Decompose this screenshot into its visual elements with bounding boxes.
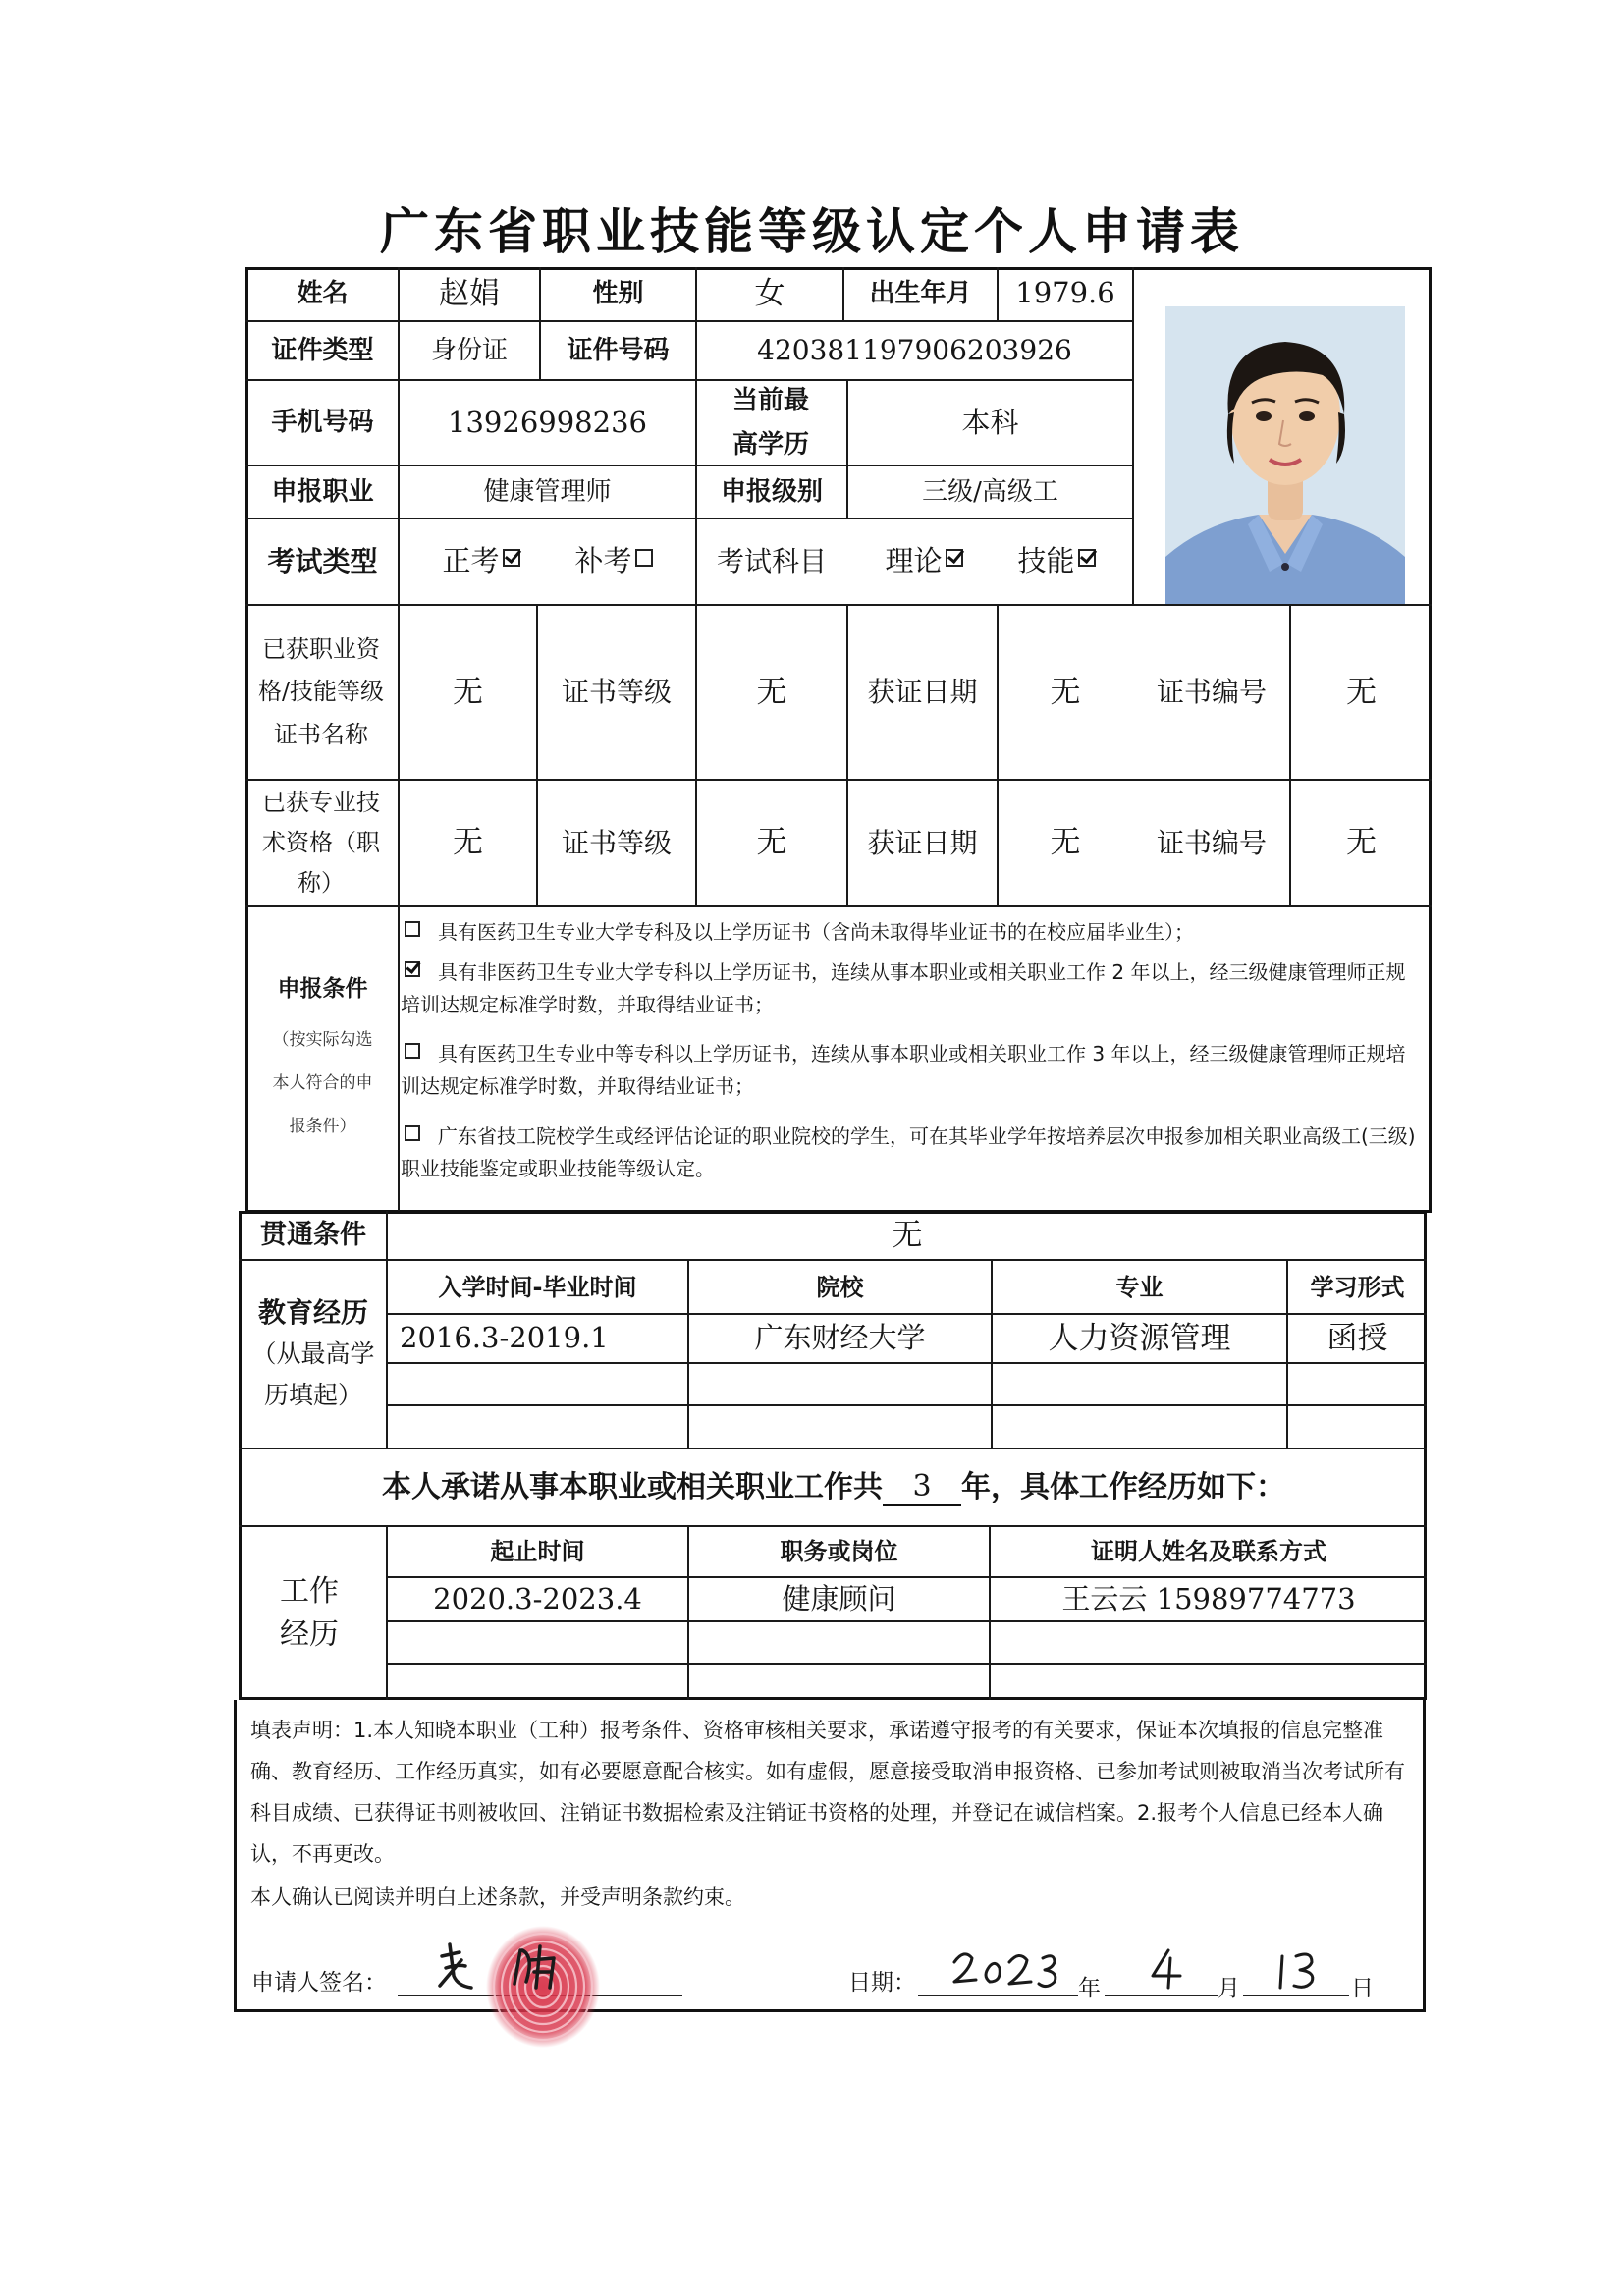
phone-label: 手机号码 (271, 408, 374, 437)
exam-subject-skill-label: 技能 (1017, 544, 1075, 578)
year-strokes (950, 1944, 1078, 1995)
work-row-2-position[interactable] (689, 1622, 989, 1663)
work-row-3-period[interactable] (388, 1665, 687, 1700)
cert-title-no[interactable]: 无 (1346, 825, 1377, 861)
edu-row-3-period[interactable] (388, 1406, 687, 1448)
work-header-position: 职务或岗位 (780, 1538, 898, 1565)
exam-type-label: 考试类型 (267, 545, 378, 577)
edu-row-2-major[interactable] (993, 1364, 1286, 1404)
declaration-confirm: 本人确认已阅读并明白上述条款，并受声明条款约束。 (250, 1886, 745, 1909)
work-header-reference: 证明人姓名及联系方式 (1091, 1538, 1326, 1565)
portrait-image (1165, 306, 1405, 604)
exam-type-makeup[interactable] (575, 540, 653, 583)
level-value[interactable]: 三级/高级工 (922, 476, 1058, 507)
edu-row-1-period[interactable]: 2016.3-2019.1 (400, 1321, 609, 1355)
exam-subject-options (848, 519, 1132, 604)
condition-1-text: 具有医药卫生专业大学专科及以上学历证书（含尚未取得毕业证书的在校应届毕业生）； (438, 920, 1194, 944)
name-label: 姓名 (297, 278, 349, 308)
work-row-1-period[interactable]: 2020.3-2023.4 (433, 1581, 642, 1615)
month-unit: 月 (1218, 1976, 1240, 2001)
condition-3-text: 具有医药卫生专业中等专科以上学历证书，连续从事本职业或相关职业工作 3 年以上，经三级健康管理师正规培训达规定标准学时数，并取得结业证书； (401, 1042, 1406, 1098)
cert-qualification-grade-label: 证书等级 (561, 676, 672, 708)
exam-subject-theory-label: 理论 (885, 544, 943, 578)
id-type-value[interactable]: 身份证 (430, 335, 508, 365)
signature-label: 申请人签名： (251, 1970, 387, 1995)
condition-item-3[interactable] (401, 1038, 1422, 1103)
cert-title-date-label: 获证日期 (867, 826, 978, 859)
work-label: 工作经历 (280, 1574, 339, 1652)
education-sublabel: （从最高学历填起） (251, 1339, 375, 1409)
condition-2-checkbox[interactable] (405, 961, 420, 977)
conditions-label: 申报条件 (277, 976, 368, 1003)
birth-label: 出生年月 (869, 278, 972, 308)
declaration-text: 填表声明：1.本人知晓本职业（工种）报考条件、资格审核相关要求，承诺遵守报考的有关要求，保证本次填报的信息完整准确、教育经历、工作经历真实，如有必要愿意配合核实。如有虚假，愿意接受取消申报资格、已参加考试则被取消当次考试所有科目成绩、已获得证书则被收回、注销证书数据检索及注销证书资格的处理，并登记在诚信档案。2.报考个人信息已经本人确认，不再更改。 (250, 1719, 1405, 1866)
gender-value[interactable]: 女 (754, 275, 785, 311)
work-row-2-period[interactable] (388, 1622, 687, 1663)
exam-type-regular-checkbox[interactable] (503, 549, 520, 567)
date-label: 日期： (848, 1970, 916, 1995)
cert-qualification-date[interactable]: 无 (1050, 674, 1081, 710)
condition-4-text: 广东省技工院校学生或经评估论证的职业院校的学生，可在其毕业学年按培养层次申报参加相关职业高级工(三级)职业技能鉴定或职业技能等级认定。 (401, 1124, 1416, 1180)
cert-title-grade[interactable]: 无 (756, 825, 787, 861)
work-header-period: 起止时间 (490, 1538, 585, 1565)
exam-subject-theory-checkbox[interactable] (946, 549, 963, 567)
edu-row-1-mode[interactable]: 函授 (1326, 1320, 1388, 1356)
education-level-label: 当前最高学历 (731, 386, 809, 460)
name-value[interactable]: 赵娟 (439, 275, 500, 311)
year-unit: 年 (1078, 1976, 1101, 2001)
cert-qualification-label: 已获职业资格/技能等级证书名称 (257, 635, 385, 748)
edu-row-3-major[interactable] (993, 1406, 1286, 1448)
date-month-handwritten (1147, 1946, 1186, 1994)
edu-row-1-major[interactable]: 人力资源管理 (1048, 1320, 1231, 1356)
day-underline (1243, 1995, 1349, 1996)
conditions-label-block (247, 907, 398, 1213)
education-level-value[interactable]: 本科 (961, 405, 1019, 439)
exam-type-regular-label: 正考 (442, 544, 500, 578)
cert-qualification-date-label: 获证日期 (867, 676, 978, 708)
cert-title-no-label: 证书编号 (1156, 826, 1267, 859)
education-label-block (241, 1261, 386, 1448)
edu-row-3-mode[interactable] (1288, 1406, 1427, 1448)
handwritten-signature (432, 1937, 589, 1995)
id-type-label: 证件类型 (271, 335, 374, 365)
exam-type-makeup-option[interactable] (400, 519, 695, 604)
signature-strokes (432, 1937, 589, 1995)
edu-header-major: 专业 (1115, 1273, 1164, 1301)
edu-row-2-mode[interactable] (1288, 1364, 1427, 1404)
cert-qualification-no-label: 证书编号 (1156, 676, 1267, 708)
edu-row-2-period[interactable] (388, 1364, 687, 1404)
condition-item-1[interactable] (401, 916, 1422, 949)
exam-subject-skill[interactable] (1018, 540, 1096, 583)
cert-title-date[interactable]: 无 (1050, 825, 1081, 861)
edu-header-period: 入学时间-毕业时间 (438, 1273, 637, 1301)
condition-item-2[interactable] (401, 957, 1422, 1021)
work-row-3-reference[interactable] (991, 1665, 1427, 1700)
condition-4-checkbox[interactable] (405, 1125, 420, 1141)
conditions-hint: （按实际勾选本人符合的申报条件） (272, 1029, 373, 1136)
work-row-1-reference[interactable]: 王云云 15989774773 (1061, 1581, 1356, 1615)
edu-row-2-school[interactable] (689, 1364, 991, 1404)
edu-row-3-school[interactable] (689, 1406, 991, 1448)
exam-subject-skill-checkbox[interactable] (1078, 549, 1096, 567)
date-year-handwritten (950, 1944, 1078, 1995)
month-underline (1105, 1995, 1218, 1996)
month-strokes (1147, 1946, 1186, 1994)
form-title: 广东省职业技能等级认定个人申请表 (380, 203, 1244, 260)
work-row-3-position[interactable] (689, 1665, 989, 1700)
cert-qualification-no[interactable]: 无 (1346, 674, 1377, 710)
exam-type-makeup-checkbox[interactable] (635, 549, 653, 567)
through-value[interactable]: 无 (892, 1218, 923, 1254)
id-no-value[interactable]: 420381197906203926 (757, 334, 1072, 366)
day-strokes (1272, 1948, 1331, 1994)
day-unit: 日 (1351, 1976, 1374, 2001)
birth-value[interactable]: 1979.6 (1015, 276, 1115, 310)
exam-subject-label: 考试科目 (716, 545, 827, 577)
education-label: 教育经历 (257, 1296, 368, 1329)
condition-item-4[interactable] (401, 1121, 1422, 1185)
occupation-value[interactable]: 健康管理师 (483, 476, 612, 507)
exam-type-regular[interactable] (442, 540, 519, 583)
work-row-2-reference[interactable] (991, 1622, 1427, 1663)
condition-2-text: 具有非医药卫生专业大学专科以上学历证书，连续从事本职业或相关职业工作 2 年以上，经三级健康管理师正规培训达规定标准学时数，并取得结业证书； (401, 960, 1406, 1016)
gender-label: 性别 (592, 278, 644, 308)
exam-type-makeup-label: 补考 (574, 544, 632, 578)
date-day-handwritten (1272, 1948, 1331, 1994)
work-row-1-position[interactable]: 健康顾问 (782, 1581, 896, 1615)
work-promise (241, 1449, 1427, 1525)
exam-subject-theory[interactable] (885, 540, 962, 583)
phone-value[interactable]: 13926998236 (448, 405, 647, 439)
level-label: 申报级别 (720, 476, 823, 507)
condition-1-checkbox[interactable] (405, 921, 420, 937)
through-label: 贯通条件 (260, 1220, 366, 1251)
cert-qualification-name[interactable]: 无 (453, 674, 483, 710)
edu-header-mode: 学习形式 (1310, 1273, 1405, 1301)
condition-3-checkbox[interactable] (405, 1043, 420, 1059)
id-no-label: 证件号码 (567, 335, 670, 365)
work-promise-suffix: 年，具体工作经历如下： (961, 1470, 1285, 1504)
cert-title-grade-label: 证书等级 (561, 826, 672, 859)
work-promise-prefix: 本人承诺从事本职业或相关职业工作共 (382, 1470, 883, 1504)
occupation-label: 申报职业 (271, 476, 374, 507)
edu-row-1-school[interactable]: 广东财经大学 (754, 1321, 926, 1355)
edu-header-school: 院校 (816, 1273, 864, 1301)
cert-qualification-grade[interactable]: 无 (756, 674, 787, 710)
applicant-photo (1165, 306, 1405, 604)
work-promise-years[interactable]: 3 (883, 1469, 961, 1506)
cert-title-label: 已获专业技术资格（职称） (262, 789, 380, 897)
cert-title-name[interactable]: 无 (453, 825, 483, 861)
